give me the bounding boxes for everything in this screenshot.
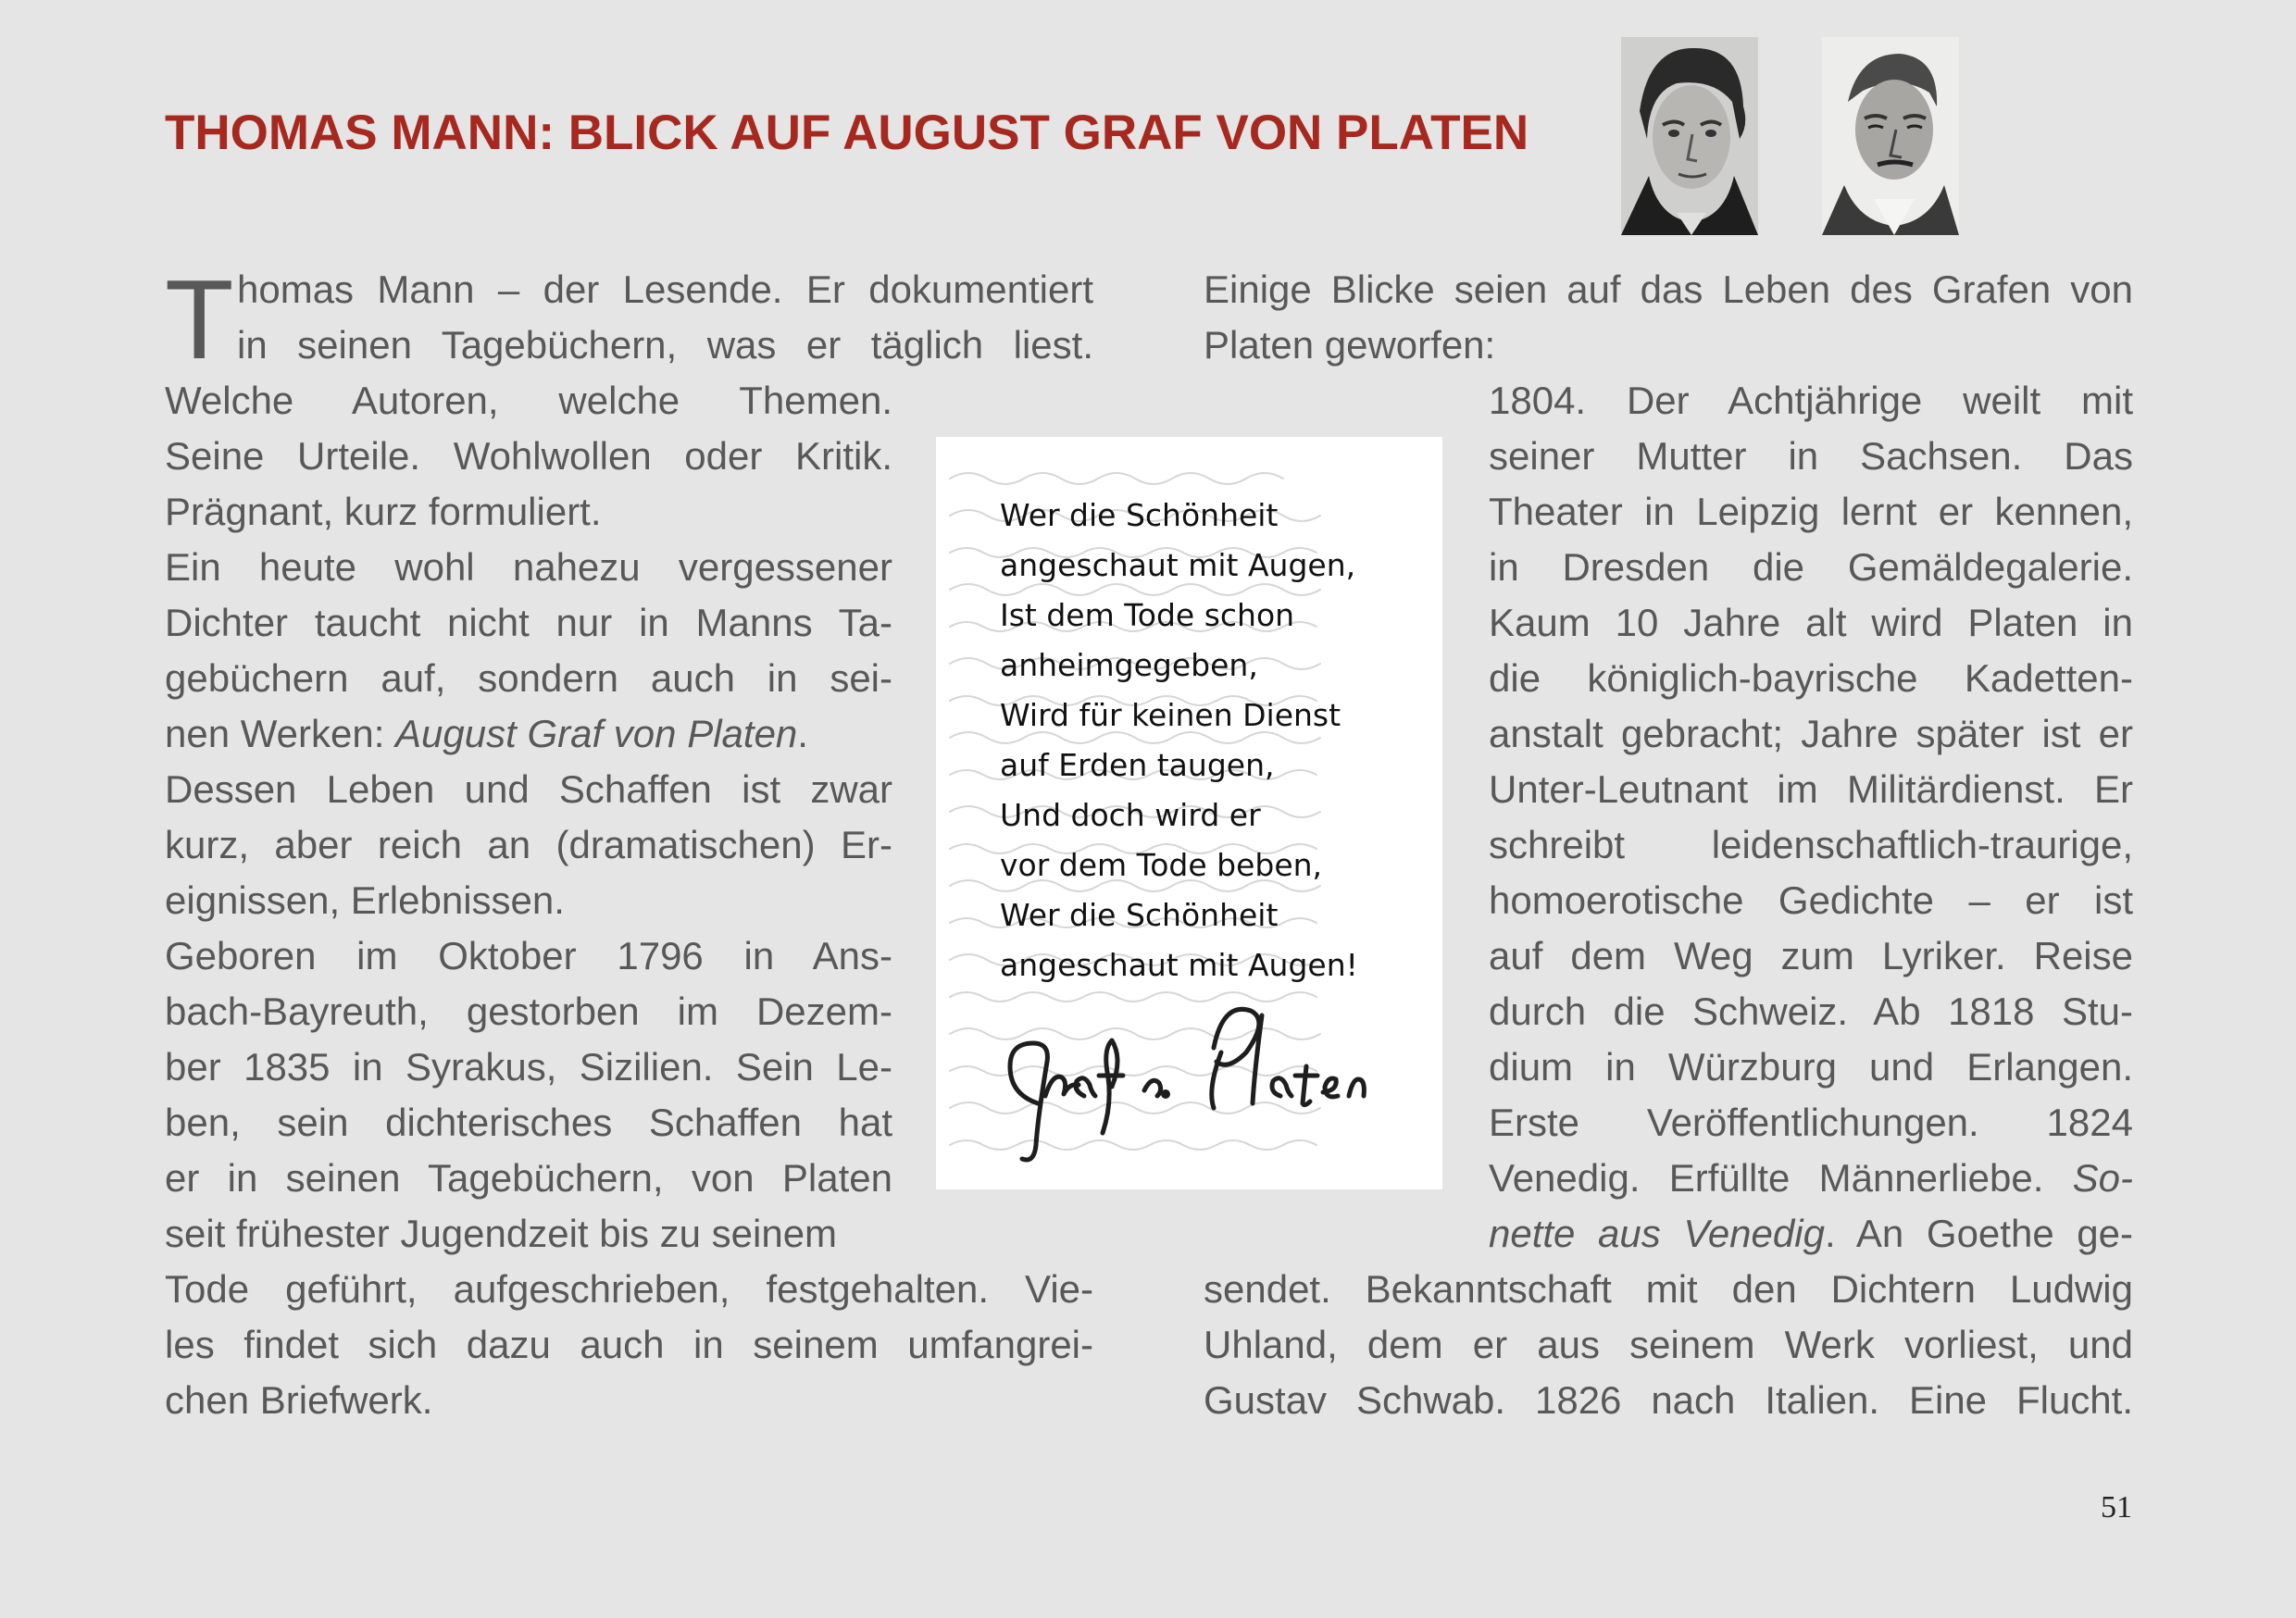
text-line: Platen geworfen: (1204, 323, 1496, 367)
poem-line: Wird für keinen Dienst (1000, 697, 1341, 733)
poem-line: Ist dem Tode schon (1000, 597, 1295, 633)
text-line: eignissen, Erlebnissen. (165, 878, 565, 922)
poem-box (936, 437, 1442, 1189)
text-line: Dichter taucht nicht nur in Manns Ta- (165, 601, 892, 644)
portrait-platen-icon (1621, 37, 1758, 235)
text-line: Dessen Leben und Schaffen ist zwar (165, 767, 892, 811)
text-line-with-italic (1489, 1206, 2133, 1262)
poem-line: anheimgegeben, (1000, 647, 1258, 683)
text-line: ber 1835 in Syrakus, Sizilien. Sein Le- (165, 1045, 892, 1089)
italic-work-title: nette aus Venedig (1489, 1212, 1825, 1255)
left-column-intro (237, 262, 1093, 373)
text-line: kurz, aber reich an (dramatischen) Er- (165, 823, 892, 866)
text-line: seit frühester Jugendzeit bis zu seinem (165, 1212, 838, 1255)
italic-work-title: August Graf von Platen (395, 712, 798, 755)
text-line: die königlich-bayrische Kadetten- (1489, 656, 2133, 700)
poem-line: auf Erden taugen, (1000, 747, 1275, 783)
text-line: Erste Veröffentlichungen. 1824 (1489, 1101, 2133, 1144)
text-line: sendet. Bekanntschaft mit den Dichtern Ludwig (1204, 1267, 2133, 1311)
text-line: seiner Mutter in Sachsen. Das (1489, 434, 2133, 478)
text-line: Theater in Leipzig lernt er kennen, (1489, 490, 2133, 533)
text-line: gebüchern auf, sondern auch in sei- (165, 656, 892, 700)
text-line-with-italic (165, 706, 892, 762)
text-line: chen Briefwerk. (165, 1378, 433, 1422)
text-line: bach-Bayreuth, gestorben im Dezem- (165, 989, 892, 1033)
drop-cap: T (165, 256, 234, 382)
poem-line: Und doch wird er (1000, 797, 1261, 833)
text-line: durch die Schweiz. Ab 1818 Stu- (1489, 989, 2133, 1033)
text-line: homas Mann – der Lesende. Er dokumentiert (237, 268, 1093, 311)
text-line: schreibt leidenschaftlich-traurige, (1489, 823, 2133, 866)
text-fragment: Venedig. Erfüllte Männerliebe. (1489, 1156, 2073, 1200)
text-line: homoerotische Gedichte – er ist (1489, 878, 2133, 922)
poem-line: Wer die Schönheit (1000, 497, 1279, 533)
text-line: Gustav Schwab. 1826 nach Italien. Eine Flucht. (1204, 1378, 2133, 1422)
text-line: ben, sein dichterisches Schaffen hat (165, 1101, 892, 1144)
text-line: auf dem Weg zum Lyriker. Reise (1489, 934, 2133, 977)
text-fragment: . An Goethe ge- (1824, 1212, 2133, 1255)
signature-icon (1010, 1009, 1364, 1160)
text-line: Ein heute wohl nahezu vergessener (165, 545, 892, 589)
text-fragment: nen Werken: (165, 712, 396, 755)
text-line-with-italic (1489, 1151, 2133, 1206)
text-line: anstalt gebracht; Jahre später ist er (1489, 712, 2133, 755)
text-line: Tode geführt, aufgeschrieben, festgehalten. Vie- (165, 1267, 1093, 1311)
text-line: 1804. Der Achtjährige weilt mit (1489, 379, 2133, 422)
portrait-thomas-mann-icon (1822, 37, 1959, 235)
text-line: les findet sich dazu auch in seinem umfangrei- (165, 1323, 1093, 1366)
text-line: Kaum 10 Jahre alt wird Platen in (1489, 601, 2133, 644)
text-line: er in seinen Tagebüchern, von Platen (165, 1156, 892, 1200)
poem-line: angeschaut mit Augen! (1000, 947, 1358, 983)
text-line: Welche Autoren, welche Themen. (165, 379, 892, 422)
page-number: 51 (2101, 1490, 2132, 1525)
text-line: Uhland, dem er aus seinem Werk vorliest, und (1204, 1323, 2133, 1366)
text-line: in Dresden die Gemäldegalerie. (1489, 545, 2133, 589)
text-line: Einige Blicke seien auf das Leben des Grafen von (1204, 268, 2133, 311)
poem (1000, 491, 1358, 990)
text-line: Seine Urteile. Wohlwollen oder Kritik. (165, 434, 892, 478)
text-line: in seinen Tagebüchern, was er täglich liest. (237, 323, 1093, 367)
italic-work-title: So- (2072, 1156, 2133, 1200)
text-fragment: . (797, 712, 808, 755)
text-line: Geboren im Oktober 1796 in Ans- (165, 934, 892, 977)
text-line: Prägnant, kurz formuliert. (165, 490, 602, 533)
poem-line: angeschaut mit Augen, (1000, 547, 1356, 583)
text-line: dium in Würzburg und Erlangen. (1489, 1045, 2133, 1089)
poem-line: vor dem Tode beben, (1000, 847, 1323, 883)
poem-line: Wer die Schönheit (1000, 897, 1279, 933)
page-title: THOMAS MANN: BLICK AUF AUGUST GRAF VON PLATEN (165, 106, 1529, 160)
text-line: Unter-Leutnant im Militärdienst. Er (1489, 767, 2133, 811)
